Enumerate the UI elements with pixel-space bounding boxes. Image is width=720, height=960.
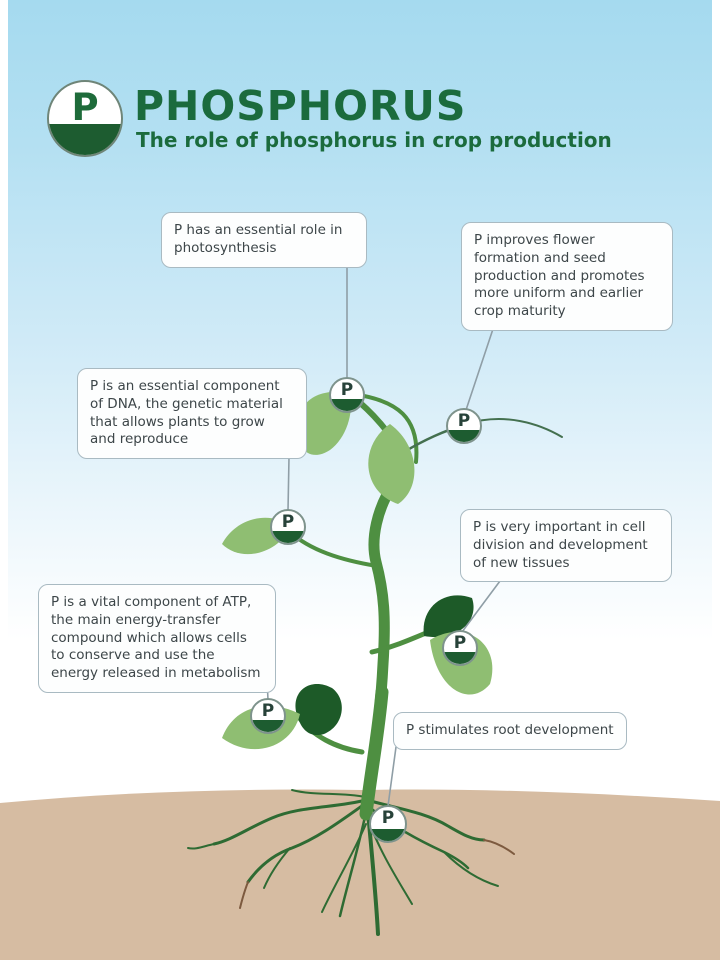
callout-root-development: P stimulates root development [393,712,627,750]
marker-green-band [331,399,363,411]
twig-group [404,419,562,452]
marker-letter: P [261,701,275,721]
marker-letter: P [457,411,471,431]
p-marker-atp [250,698,286,734]
p-marker-root-development [369,805,407,843]
marker-green-band [252,720,284,732]
marker-letter: P [340,380,354,400]
phosphorus-logo [47,80,123,157]
marker-green-band [448,430,480,442]
page-title: PHOSPHORUS [134,82,467,130]
logo-letter: P [71,86,99,129]
p-marker-flower-formation [446,408,482,444]
marker-letter: P [381,808,395,828]
p-marker-cell-division [442,630,478,666]
callout-cell-division: P is very important in cell division and development of new tissues [460,509,672,582]
connector-dna [288,457,289,511]
p-marker-photosynthesis [329,377,365,413]
callout-atp: P is a vital component of ATP, the main energy-transfer compound which allows cells to conserve and use the energy released in metabolism [38,584,276,693]
marker-letter: P [281,512,295,532]
marker-green-band [371,829,405,841]
callout-photosynthesis: P has an essential role in photosynthesis [161,212,367,268]
callout-dna: P is an essential component of DNA, the genetic material that allows plants to grow and reproduce [77,368,307,459]
leaf-top-hanging [368,424,414,504]
marker-green-band [444,652,476,664]
page-subtitle: The role of phosphorus in crop production [136,128,612,152]
marker-letter: P [453,633,467,653]
stem-group [290,394,438,814]
leaf-atp-dark [296,684,342,735]
callout-flower-formation: P improves flower formation and seed production and promotes more uniform and earlier crop maturity [461,222,673,331]
marker-green-band [272,531,304,543]
p-marker-dna [270,509,306,545]
